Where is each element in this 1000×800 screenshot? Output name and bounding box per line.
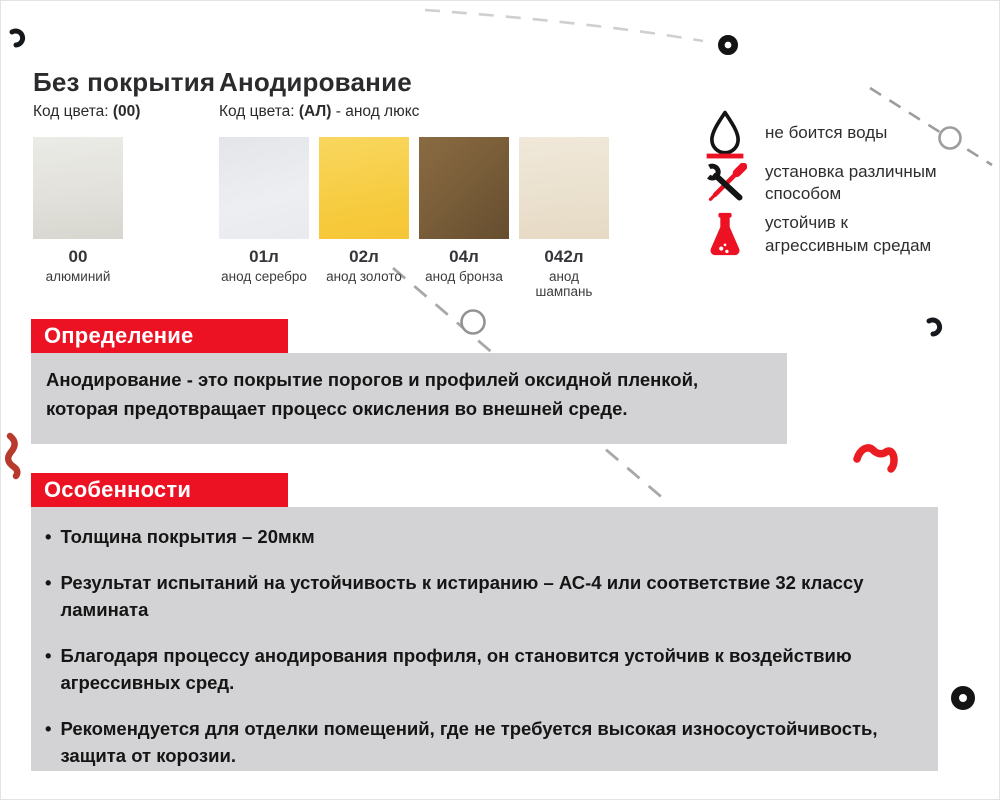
swatch-00 <box>33 137 123 284</box>
feature-text: Рекомендуется для отделки помещений, где не требуется высокая износоустойчивость, защита от корозии. <box>60 718 878 766</box>
swatch-name: анод бронза <box>425 269 503 284</box>
benefit-label: устойчив к агрессивным средам <box>765 213 932 255</box>
swatch-color-chip <box>33 137 123 239</box>
swatch-02l <box>319 137 409 284</box>
tools-icon <box>701 163 749 203</box>
comma-mark-top-left <box>12 31 23 45</box>
swatch-name: алюминий <box>45 269 111 284</box>
feature-text: Результат испытаний на устойчивость к истиранию – АС-4 или соответствие 32 классу ламината <box>60 572 864 620</box>
group-no-coating <box>33 67 215 121</box>
swatch-code: 04л <box>449 247 479 266</box>
definition-text: Анодирование - это покрытие порогов и профилей оксидной пленкой, которая предотвращает процесс окисления во внешней среде. <box>46 369 699 419</box>
feature-text: Благодаря процессу анодирования профиля, он становится устойчив к воздействию агрессивных сред. <box>60 645 852 693</box>
swatch-color-chip <box>319 137 409 239</box>
donut-dot-top <box>721 38 734 51</box>
swatch-name: анод шампань <box>535 269 593 299</box>
swatch-code: 01л <box>249 247 279 266</box>
swatch-042l <box>519 137 609 299</box>
water-drop-icon <box>701 108 749 159</box>
feature-item <box>45 642 918 696</box>
swatch-code: 02л <box>349 247 379 266</box>
swatch-color-chip <box>219 137 309 239</box>
bullet-dot: • <box>45 572 52 593</box>
group-anodizing <box>219 67 419 121</box>
ring-middle <box>462 311 485 334</box>
bullet-dot: • <box>45 645 52 666</box>
dashed-curve-top <box>425 10 703 41</box>
code-suffix: - анод люкс <box>335 103 420 120</box>
bullet-dot: • <box>45 526 52 547</box>
swatch-04l <box>419 137 509 284</box>
red-squiggle-left <box>8 436 17 476</box>
flask-icon <box>701 211 749 258</box>
swatch-code: 042л <box>544 247 584 266</box>
features-panel <box>31 507 938 771</box>
definition-panel <box>31 353 787 444</box>
swatch-name: анод золото <box>326 269 402 284</box>
comma-mark-right <box>929 320 940 334</box>
group-title: Анодирование <box>219 67 412 97</box>
benefit-label: установка различным способом <box>765 162 937 204</box>
benefit-water <box>701 108 965 159</box>
swatch-name: анод серебро <box>221 269 307 284</box>
swatch-01l <box>219 137 309 284</box>
swatch-color-chip <box>419 137 509 239</box>
features-banner: Особенности <box>31 473 288 507</box>
code-label: Код цвета: <box>33 103 109 120</box>
donut-dot-bottom-right <box>955 690 971 706</box>
red-squiggle-right <box>857 448 894 469</box>
code-value: (00) <box>112 103 141 120</box>
feature-text: Толщина покрытия – 20мкм <box>60 526 315 547</box>
feature-item <box>45 569 918 623</box>
swatch-code: 00 <box>68 247 88 266</box>
feature-item <box>45 523 918 550</box>
benefit-resistance <box>701 211 940 258</box>
code-label: Код цвета: <box>219 103 295 120</box>
benefit-installation <box>701 161 980 205</box>
swatch-color-chip <box>519 137 609 239</box>
benefit-label: не боится воды <box>765 123 888 143</box>
code-value: (АЛ) <box>298 103 332 120</box>
group-title: Без покрытия <box>33 67 216 97</box>
bullet-dot: • <box>45 718 52 739</box>
color-code <box>33 103 215 121</box>
color-code <box>219 103 419 121</box>
feature-item <box>45 715 918 769</box>
definition-banner: Определение <box>31 319 288 353</box>
